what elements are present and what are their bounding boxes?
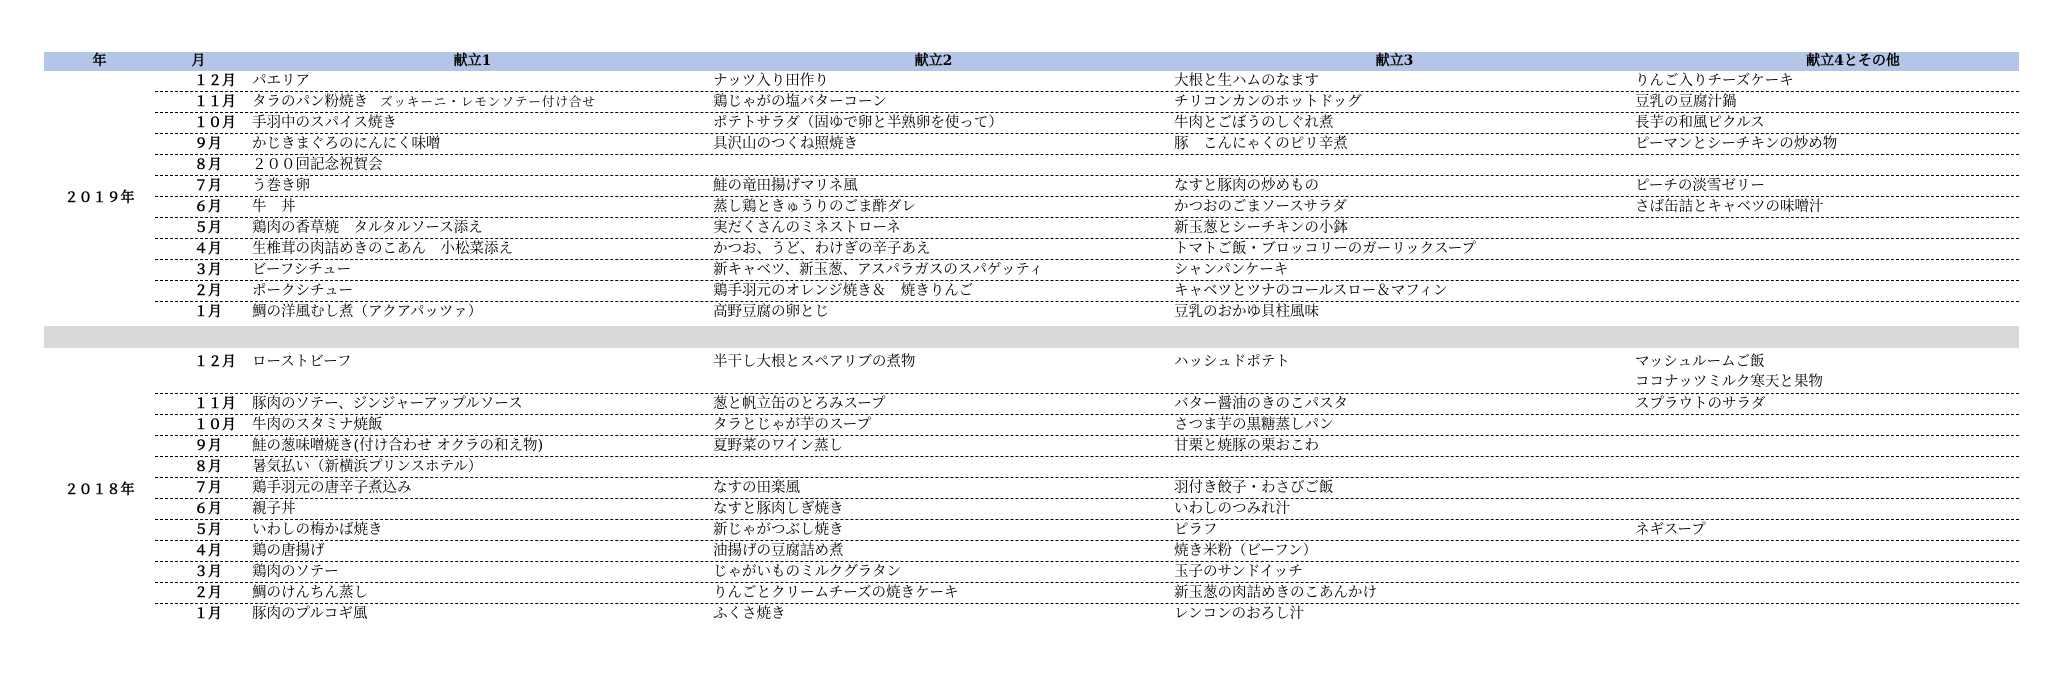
dish1-text: 親子丼 (252, 501, 296, 517)
dish2-cell: ポテトサラダ（固ゆで卵と半熟卵を使って） (713, 115, 1003, 131)
month-cell (155, 541, 242, 561)
dish2-cell: かつお、うど、わけぎの辛子あえ (713, 241, 931, 257)
dish2-cell: 新キャベツ、新玉葱、アスパラガスのスパゲッティ (713, 262, 1044, 278)
month-label: １２月 (194, 73, 236, 89)
month-label: ４月 (194, 543, 222, 559)
month-cell (155, 478, 242, 498)
dish1-cell (242, 281, 703, 301)
dish3-cell: いわしのつみれ汁 (1174, 501, 1290, 517)
month-cell (155, 394, 242, 414)
month-label: １０月 (194, 115, 236, 131)
dish1-text: 鶏肉のソテー (252, 564, 339, 580)
dish2-cell: 半干し大根とスペアリブの煮物 (713, 354, 916, 370)
dish3-cell: キャベツとツナのコールスロー＆マフィン (1174, 283, 1448, 299)
dish3-cell: さつま芋の黒糖蒸しパン (1174, 417, 1334, 433)
dish4-text-second: ココナッツミルク寒天と果物 (1635, 374, 1823, 390)
dish4-cell (1625, 71, 2062, 91)
dish2-cell: 具沢山のつくね照焼き (713, 136, 858, 152)
dish1-cell (242, 562, 703, 582)
dish3-cell (1164, 155, 1625, 175)
month-label: ３月 (194, 262, 222, 278)
dish4-cell (1625, 92, 2062, 112)
dish4-cell (1625, 113, 2062, 133)
dish1-text: ビーフシチュー (252, 262, 352, 278)
dish2-cell (703, 457, 1164, 477)
month-label: ４月 (194, 241, 222, 257)
table-row (155, 239, 2019, 260)
dish2-cell: なすの田楽風 (713, 480, 800, 496)
dish1-cell (242, 176, 703, 196)
table-row (155, 218, 2019, 239)
dish4-cell (1625, 541, 2062, 561)
dish3-cell: トマトご飯・ブロッコリーのガーリックスープ (1174, 241, 1477, 257)
month-cell (155, 499, 242, 519)
dish4-text: さば缶詰とキャベツの味噌汁 (1635, 199, 1824, 215)
dish1-cell (242, 583, 703, 603)
table-row (155, 520, 2019, 541)
month-cell (155, 113, 242, 133)
dish1-cell (242, 155, 703, 175)
dish1-cell (242, 197, 703, 217)
dish1-cell (242, 457, 703, 477)
month-cell (155, 239, 242, 259)
dish2-cell: 蒸し鶏ときゅうりのごま酢ダレ (713, 199, 916, 215)
dish3-cell: 豚 こんにゃくのピリ辛煮 (1174, 136, 1348, 152)
month-label: ８月 (194, 157, 222, 173)
month-label: １２月 (194, 354, 236, 370)
menu-table (44, 52, 2019, 625)
dish4-cell (1625, 239, 2062, 259)
dish1-cell (242, 134, 703, 154)
header-month: 月 (191, 53, 206, 69)
table-row (155, 415, 2019, 436)
table-row (155, 478, 2019, 499)
dish1-note: ズッキーニ・レモンソテー付け合せ (380, 94, 596, 109)
table-row (155, 197, 2019, 218)
dish4-cell (1625, 155, 2062, 175)
dish3-cell: 新玉葱の肉詰めきのこあんかけ (1174, 585, 1377, 601)
dish3-cell: 玉子のサンドイッチ (1174, 564, 1303, 580)
month-label: ５月 (194, 220, 222, 236)
dish3-cell: 牛肉とごぼうのしぐれ煮 (1174, 115, 1334, 131)
dish4-cell (1625, 134, 2062, 154)
month-label: １月 (194, 606, 222, 622)
dish2-cell: 鮭の竜田揚げマリネ風 (713, 178, 858, 194)
dish3-cell: ピラフ (1174, 522, 1218, 538)
table-row (155, 457, 2019, 478)
dish2-cell: なすと豚肉しぎ焼き (713, 501, 844, 517)
dish4-cell (1625, 394, 2062, 414)
dish1-text: 暑気払い（新横浜プリンスホテル） (252, 459, 483, 475)
month-label: ３月 (194, 564, 222, 580)
dish3-cell: バター醤油のきのこパスタ (1174, 396, 1348, 412)
month-cell (155, 604, 242, 625)
month-cell (155, 415, 242, 435)
dish1-cell (242, 352, 703, 393)
table-row (155, 302, 2019, 323)
month-label: ６月 (194, 199, 222, 215)
year-block-2019 (44, 71, 2019, 323)
dish1-text: 豚肉のプルコギ風 (252, 606, 368, 622)
dish1-cell (242, 499, 703, 519)
dish1-cell (242, 604, 703, 625)
dish4-text: 長芋の和風ピクルス (1635, 115, 1765, 131)
month-label: ５月 (194, 522, 222, 538)
month-cell (155, 134, 242, 154)
table-row (155, 499, 2019, 520)
dish1-cell (242, 260, 703, 280)
dish3-cell: かつおのごまソースサラダ (1174, 199, 1347, 215)
dish4-cell (1625, 302, 2062, 323)
table-row (155, 394, 2019, 415)
table-row (155, 352, 2019, 394)
dish4-cell (1625, 281, 2062, 301)
dish1-text: かじきまぐろのにんにく味噌 (252, 136, 441, 152)
dish4-cell (1625, 176, 2062, 196)
dish1-text: 鯛のけんちん蒸し (252, 585, 368, 601)
month-cell (155, 218, 242, 238)
dish1-cell (242, 71, 703, 91)
month-cell (155, 352, 242, 393)
month-cell (155, 155, 242, 175)
dish3-cell: 羽付き餃子・わさびご飯 (1174, 480, 1334, 496)
dish2-cell: 実だくさんのミネストローネ (713, 220, 901, 236)
dish4-cell (1625, 520, 2062, 540)
dish2-cell: 鶏じゃがの塩バターコーン (713, 94, 887, 110)
table-row (155, 281, 2019, 302)
month-label: １月 (194, 304, 222, 320)
dish1-text: ローストビーフ (252, 354, 352, 370)
dish4-text: マッシュルームご飯 (1635, 354, 1765, 370)
table-row (155, 541, 2019, 562)
month-cell (155, 260, 242, 280)
dish1-cell (242, 394, 703, 414)
month-cell (155, 176, 242, 196)
dish3-cell: なすと豚肉の炒めもの (1174, 178, 1319, 194)
dish3-cell: チリコンカンのホットドッグ (1174, 94, 1362, 110)
month-label: ９月 (194, 438, 222, 454)
dish4-text: ピーチの淡雪ゼリー (1635, 178, 1765, 194)
dish2-cell: じゃがいものミルクグラタン (713, 564, 902, 580)
year-separator (44, 326, 2019, 348)
dish1-text: 鮭の葱味噌焼き(付け合わせ オクラの和え物) (252, 438, 544, 454)
dish1-cell (242, 436, 703, 456)
year-rows (155, 352, 2019, 625)
dish1-text: いわしの梅かば焼き (252, 522, 383, 538)
month-label: １０月 (194, 417, 236, 433)
header-year: 年 (92, 53, 107, 69)
dish3-cell: 大根と生ハムのなます (1174, 73, 1319, 89)
month-label: １１月 (194, 396, 236, 412)
dish1-cell (242, 92, 703, 112)
month-cell (155, 92, 242, 112)
dish1-cell (242, 478, 703, 498)
dish2-cell: 油揚げの豆腐詰め煮 (713, 543, 844, 559)
dish4-text: りんご入りチーズケーキ (1635, 73, 1794, 89)
dish2-cell: 鶏手羽元のオレンジ焼き＆ 焼きりんご (713, 283, 974, 299)
dish4-cell (1625, 457, 2062, 477)
header-dish1: 献立1 (453, 53, 492, 69)
dish2-cell: りんごとクリームチーズの焼きケーキ (713, 585, 959, 601)
dish3-cell: 新玉葱とシーチキンの小鉢 (1174, 220, 1348, 236)
dish1-text: 鶏手羽元の唐辛子煮込み (252, 480, 412, 496)
month-cell (155, 583, 242, 603)
dish1-text: 鶏肉の香草焼 タルタルソース添え (252, 220, 483, 236)
dish2-cell: ナッツ入り田作り (713, 73, 829, 89)
month-cell (155, 436, 242, 456)
year-rows (155, 71, 2019, 323)
dish4-cell (1625, 260, 2062, 280)
dish1-text: 生椎茸の肉詰めきのこあん 小松菜添え (252, 241, 513, 257)
dish1-text: 手羽中のスパイス焼き (252, 115, 397, 131)
month-label: ７月 (194, 480, 222, 496)
dish1-cell (242, 113, 703, 133)
month-label: １１月 (194, 94, 236, 110)
dish1-text: ポークシチュー (252, 283, 354, 299)
dish2-cell: 夏野菜のワイン蒸し (713, 438, 844, 454)
month-label: ２月 (194, 283, 222, 299)
dish4-text: ピーマンとシーチキンの炒め物 (1635, 136, 1838, 152)
table-row (155, 260, 2019, 281)
month-cell (155, 562, 242, 582)
dish1-text: ２００回記念祝賀会 (252, 157, 383, 173)
month-cell (155, 520, 242, 540)
dish1-text: 牛 丼 (252, 199, 296, 215)
dish2-cell: ふくさ焼き (713, 606, 786, 622)
month-label: ７月 (194, 178, 222, 194)
dish2-cell: 高野豆腐の卵とじ (713, 304, 829, 320)
dish1-text: パエリア (252, 73, 310, 89)
table-row (155, 436, 2019, 457)
month-label: ９月 (194, 136, 222, 152)
dish3-cell (1164, 457, 1625, 477)
month-label: ８月 (194, 459, 222, 475)
header-dish3: 献立3 (1375, 53, 1414, 69)
table-row (155, 113, 2019, 134)
dish1-cell (242, 520, 703, 540)
dish4-cell (1625, 478, 2062, 498)
month-cell (155, 457, 242, 477)
month-label: ２月 (194, 585, 222, 601)
month-cell (155, 197, 242, 217)
dish1-text: 豚肉のソテー、ジンジャーアップルソース (252, 396, 523, 412)
dish4-text: スプラウトのサラダ (1635, 396, 1766, 412)
dish4-cell (1625, 415, 2062, 435)
table-row (155, 604, 2019, 625)
dish2-cell (703, 155, 1164, 175)
dish3-cell: 焼き米粉（ビーフン） (1174, 543, 1318, 559)
table-row (155, 583, 2019, 604)
dish1-cell (242, 239, 703, 259)
dish3-cell: 甘栗と焼豚の栗おこわ (1174, 438, 1319, 454)
table-row (155, 176, 2019, 197)
dish1-text: う巻き卵 (252, 178, 310, 194)
month-cell (155, 281, 242, 301)
dish4-cell (1625, 218, 2062, 238)
dish1-cell (242, 415, 703, 435)
table-row (155, 71, 2019, 92)
header-row (44, 52, 2019, 71)
dish4-text: ネギスープ (1635, 522, 1706, 538)
table-row (155, 562, 2019, 583)
header-dish4: 献立4とその他 (1806, 53, 1900, 69)
dish4-cell (1625, 197, 2062, 217)
dish1-cell (242, 302, 703, 323)
dish4-cell (1625, 562, 2062, 582)
table-row (155, 134, 2019, 155)
dish1-text: 鯛の洋風むし煮（アクアパッツァ） (252, 304, 483, 320)
dish1-cell (242, 218, 703, 238)
table-row (155, 155, 2019, 176)
dish1-text: タラのパン粉焼き (252, 94, 368, 110)
dish2-cell: 葱と帆立缶のとろみスープ (713, 396, 886, 412)
dish3-cell: ハッシュドポテト (1174, 354, 1290, 370)
month-cell (155, 302, 242, 323)
dish1-text: 鶏の唐揚げ (252, 543, 325, 559)
month-cell (155, 71, 242, 91)
table-row (155, 92, 2019, 113)
dish4-text: 豆乳の豆腐汁鍋 (1635, 94, 1737, 110)
dish2-cell: 新じゃがつぶし焼き (713, 522, 844, 538)
dish4-cell (1625, 352, 2062, 393)
month-label: ６月 (194, 501, 222, 517)
dish1-cell (242, 541, 703, 561)
year-label: ２０１９年 (64, 190, 135, 206)
dish3-cell: シャンパンケーキ (1174, 262, 1289, 278)
dish1-text: 牛肉のスタミナ焼飯 (252, 417, 383, 433)
dish2-cell: タラとじゃが芋のスープ (713, 417, 872, 433)
dish3-cell: レンコンのおろし汁 (1174, 606, 1305, 622)
dish4-cell (1625, 436, 2062, 456)
dish4-cell (1625, 604, 2062, 625)
dish4-cell (1625, 583, 2062, 603)
year-label: ２０１８年 (64, 481, 135, 498)
dish3-cell: 豆乳のおかゆ貝柱風味 (1174, 304, 1319, 320)
header-dish2: 献立2 (914, 53, 953, 69)
year-block-2018 (44, 352, 2019, 625)
dish4-cell (1625, 499, 2062, 519)
